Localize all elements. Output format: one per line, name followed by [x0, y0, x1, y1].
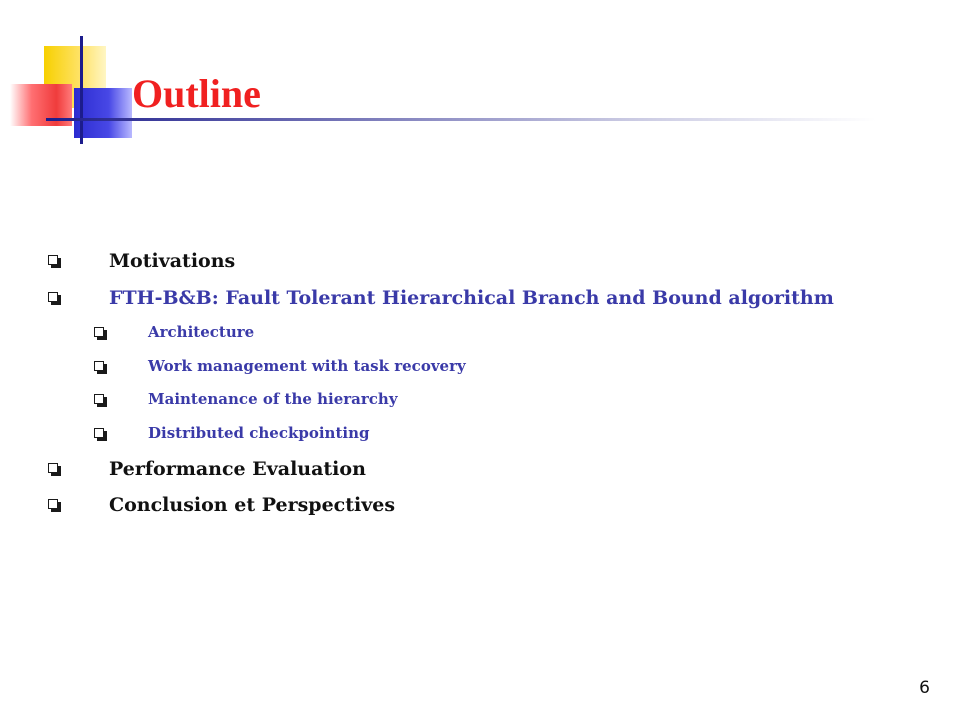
square-bullet-icon: [48, 499, 61, 512]
outline-item-label: Motivations: [109, 250, 236, 272]
square-bullet-icon: [48, 255, 61, 268]
square-bullet-icon: [48, 463, 61, 476]
outline-subitem-label: Distributed checkpointing: [148, 424, 370, 442]
outline-subitem-label: Work management with task recovery: [148, 357, 466, 375]
page-number: 6: [919, 678, 930, 698]
square-bullet-icon: [94, 327, 107, 340]
outline-item-label: Conclusion et Perspectives: [109, 494, 396, 516]
square-bullet-icon: [94, 394, 107, 407]
outline-subitem-label: Maintenance of the hierarchy: [148, 390, 398, 408]
outline-item-label: Performance Evaluation: [109, 458, 366, 480]
square-bullet-icon: [94, 428, 107, 441]
outline-item-label: FTH-B&B: Fault Tolerant Hierarchical Branch and Bound algorithm: [109, 287, 834, 309]
outline-subitem-label: Architecture: [148, 323, 255, 341]
square-bullet-icon: [94, 361, 107, 374]
square-bullet-icon: [48, 292, 61, 305]
slide-title: Outline: [132, 71, 261, 116]
